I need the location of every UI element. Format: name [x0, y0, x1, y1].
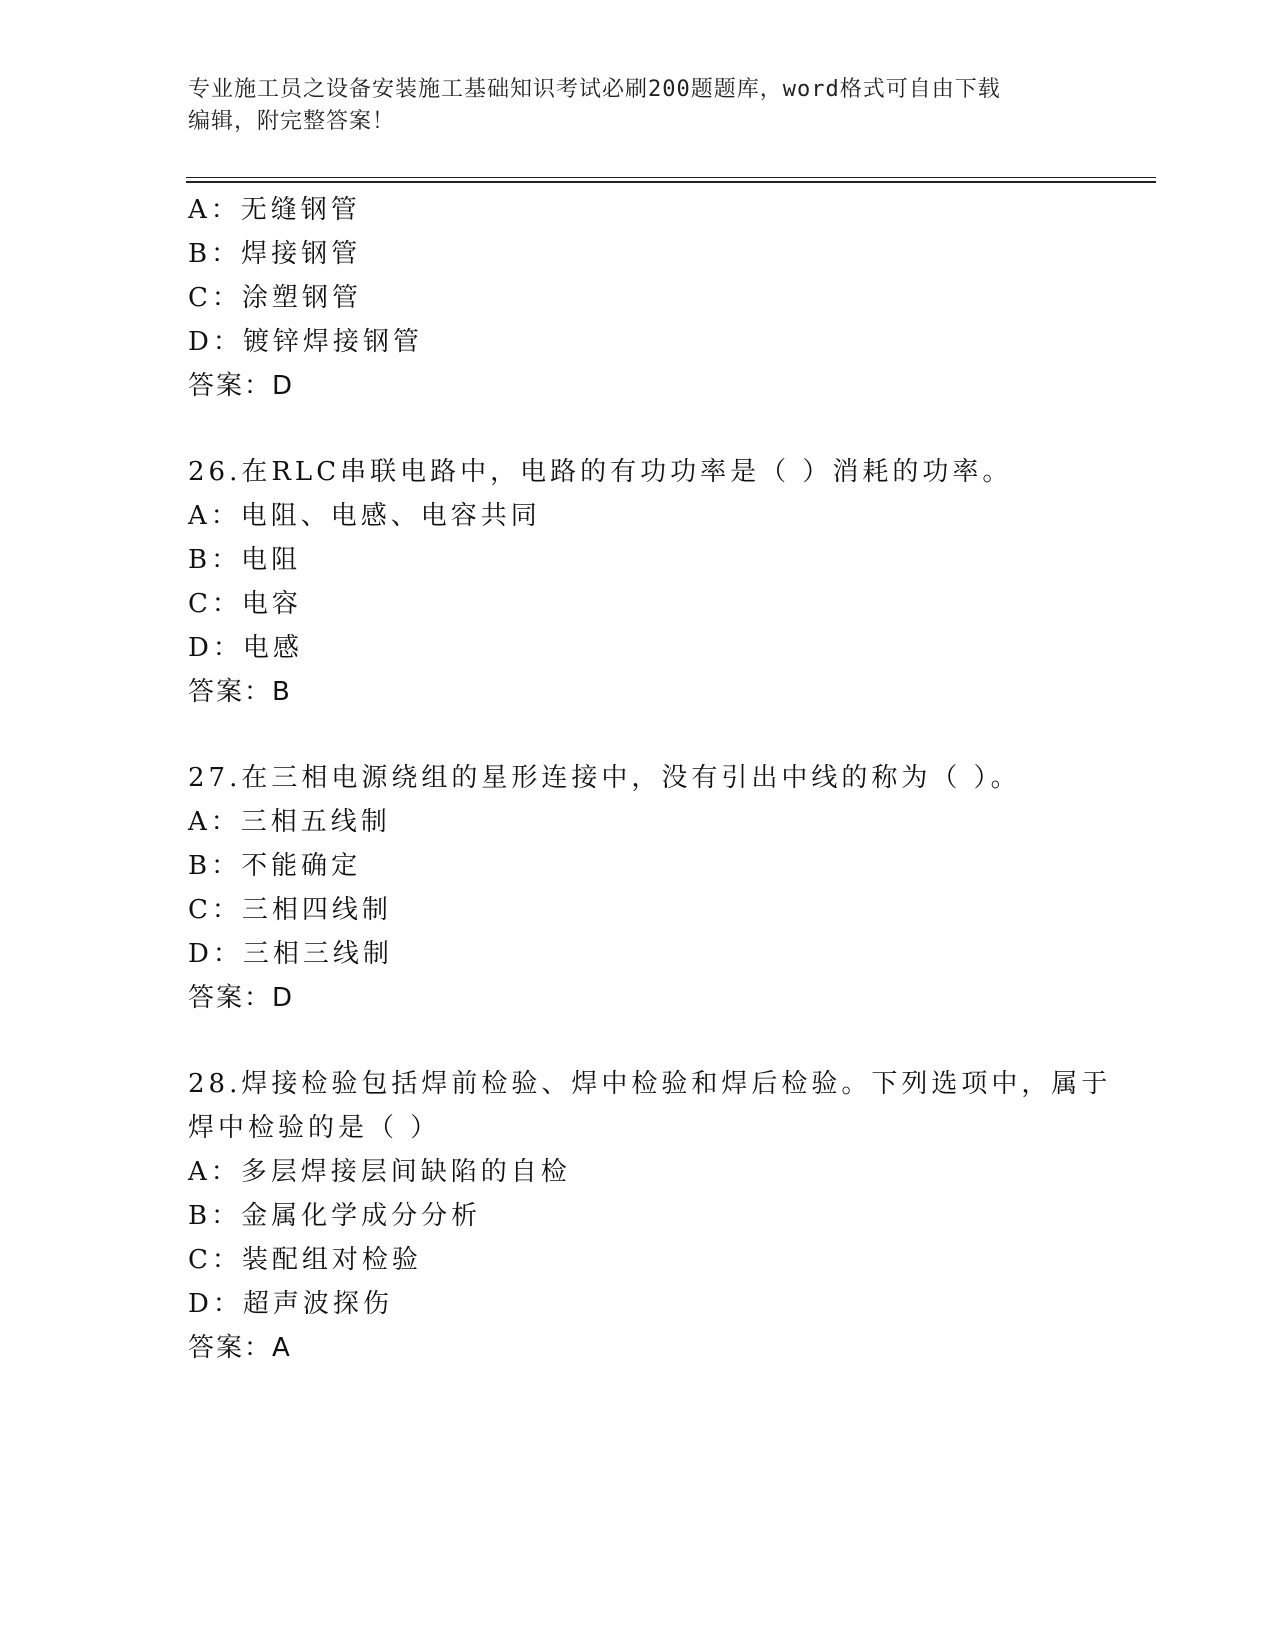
q27-option-c: C：三相四线制: [188, 895, 392, 925]
q27-question: 27.在三相电源绕组的星形连接中，没有引出中线的称为（ ）。: [188, 763, 1021, 793]
q28-option-c: C：装配组对检验: [188, 1245, 422, 1275]
q28-option-b: B：金属化学成分分析: [188, 1201, 482, 1231]
q25-answer: 答案：D: [188, 371, 295, 401]
q28-answer: 答案：A: [188, 1333, 292, 1363]
header-line-2: 编辑，附完整答案！: [188, 109, 396, 134]
q26-option-d: D：电感: [188, 633, 303, 663]
q25-option-d: D：镀锌焊接钢管: [188, 327, 423, 357]
q27-option-a: A：三相五线制: [188, 807, 391, 837]
q28-option-d: D：超声波探伤: [188, 1289, 393, 1319]
q28-question-line-1: 28.焊接检验包括焊前检验、焊中检验和焊后检验。下列选项中，属于: [188, 1069, 1112, 1099]
q26-option-b: B：电阻: [188, 545, 302, 575]
q25-option-c: C：涂塑钢管: [188, 283, 362, 313]
q27-answer: 答案：D: [188, 983, 295, 1013]
q25-option-a: A：无缝钢管: [188, 195, 361, 225]
q26-question: 26.在RLC串联电路中，电路的有功功率是（ ）消耗的功率。: [188, 457, 1013, 487]
header-divider-thin: [186, 177, 1156, 178]
header-divider-thick: [186, 181, 1156, 183]
q28-option-a: A：多层焊接层间缺陷的自检: [188, 1157, 571, 1187]
q26-option-a: A：电阻、电感、电容共同: [188, 501, 541, 531]
q28-question-line-2: 焊中检验的是（ ）: [188, 1113, 441, 1143]
q25-option-b: B：焊接钢管: [188, 239, 362, 269]
q26-answer: 答案：B: [188, 677, 292, 707]
q27-option-b: B：不能确定: [188, 851, 362, 881]
q26-option-c: C：电容: [188, 589, 302, 619]
header-line-1: 专业施工员之设备安装施工基础知识考试必刷200题题库，word格式可自由下载: [188, 77, 1001, 102]
document-header: [188, 74, 1068, 138]
q27-option-d: D：三相三线制: [188, 939, 393, 969]
